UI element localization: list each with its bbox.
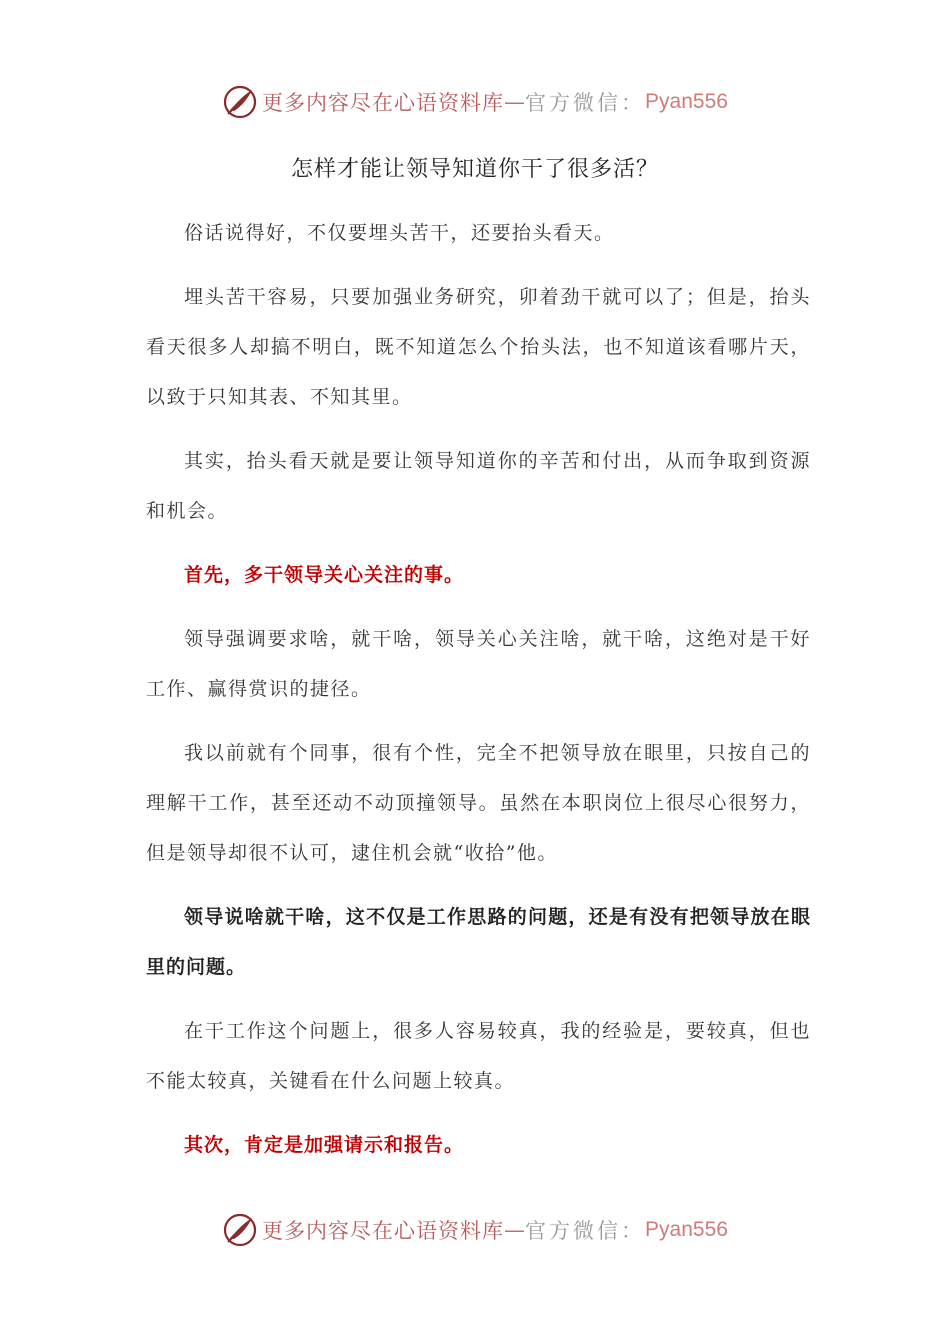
paragraph: 其实，抬头看天就是要让领导知道你的辛苦和付出，从而争取到资源和机会。 bbox=[146, 450, 811, 522]
quill-logo-icon bbox=[222, 1212, 258, 1248]
paragraph: 领导强调要求啥，就干啥，领导关心关注啥，就干啥，这绝对是干好工作、赢得赏识的捷径。 bbox=[146, 628, 811, 700]
document-title: 怎样才能让领导知道你干了很多活？ bbox=[290, 157, 659, 182]
paragraph: 俗话说得好，不仅要埋头苦干，还要抬头看天。 bbox=[184, 222, 615, 244]
paragraph: 在干工作这个问题上，很多人容易较真，我的经验是，要较真，但也不能太较真，关键看在什么问题上较真。 bbox=[146, 1020, 811, 1092]
bold-paragraph: 领导说啥就干啥，这不仅是工作思路的问题，还是有没有把领导放在眼里的问题。 bbox=[146, 906, 811, 978]
banner-site-text: 更多内容尽在心语资料库 bbox=[262, 91, 505, 115]
section-heading: 首先，多干领导关心关注的事。 bbox=[184, 564, 465, 586]
banner-wechat-id: Pyan556 bbox=[645, 1218, 728, 1241]
footer-banner bbox=[0, 1208, 950, 1252]
banner-site-text: 更多内容尽在心语资料库 bbox=[262, 1219, 505, 1243]
banner-wechat-label: 官方微信： bbox=[525, 1219, 646, 1243]
banner-dash: — bbox=[504, 1218, 526, 1242]
header-banner bbox=[0, 80, 950, 124]
banner-dash: — bbox=[504, 90, 526, 114]
section-heading: 其次，肯定是加强请示和报告。 bbox=[184, 1134, 465, 1156]
quill-logo-icon bbox=[222, 84, 258, 120]
document-body bbox=[146, 208, 811, 1184]
paragraph: 埋头苦干容易，只要加强业务研究，卯着劲干就可以了；但是，抬头看天很多人却搞不明白，既不知道怎么个抬头法，也不知道该看哪片天，以致于只知其表、不知其里。 bbox=[146, 286, 811, 408]
banner-wechat-id: Pyan556 bbox=[645, 90, 728, 113]
banner-wechat-label: 官方微信： bbox=[525, 91, 646, 115]
paragraph: 我以前就有个同事，很有个性，完全不把领导放在眼里，只按自己的理解干工作，甚至还动不动顶撞领导。虽然在本职岗位上很尽心很努力，但是领导却很不认可，逮住机会就“收拾”他。 bbox=[146, 742, 811, 864]
